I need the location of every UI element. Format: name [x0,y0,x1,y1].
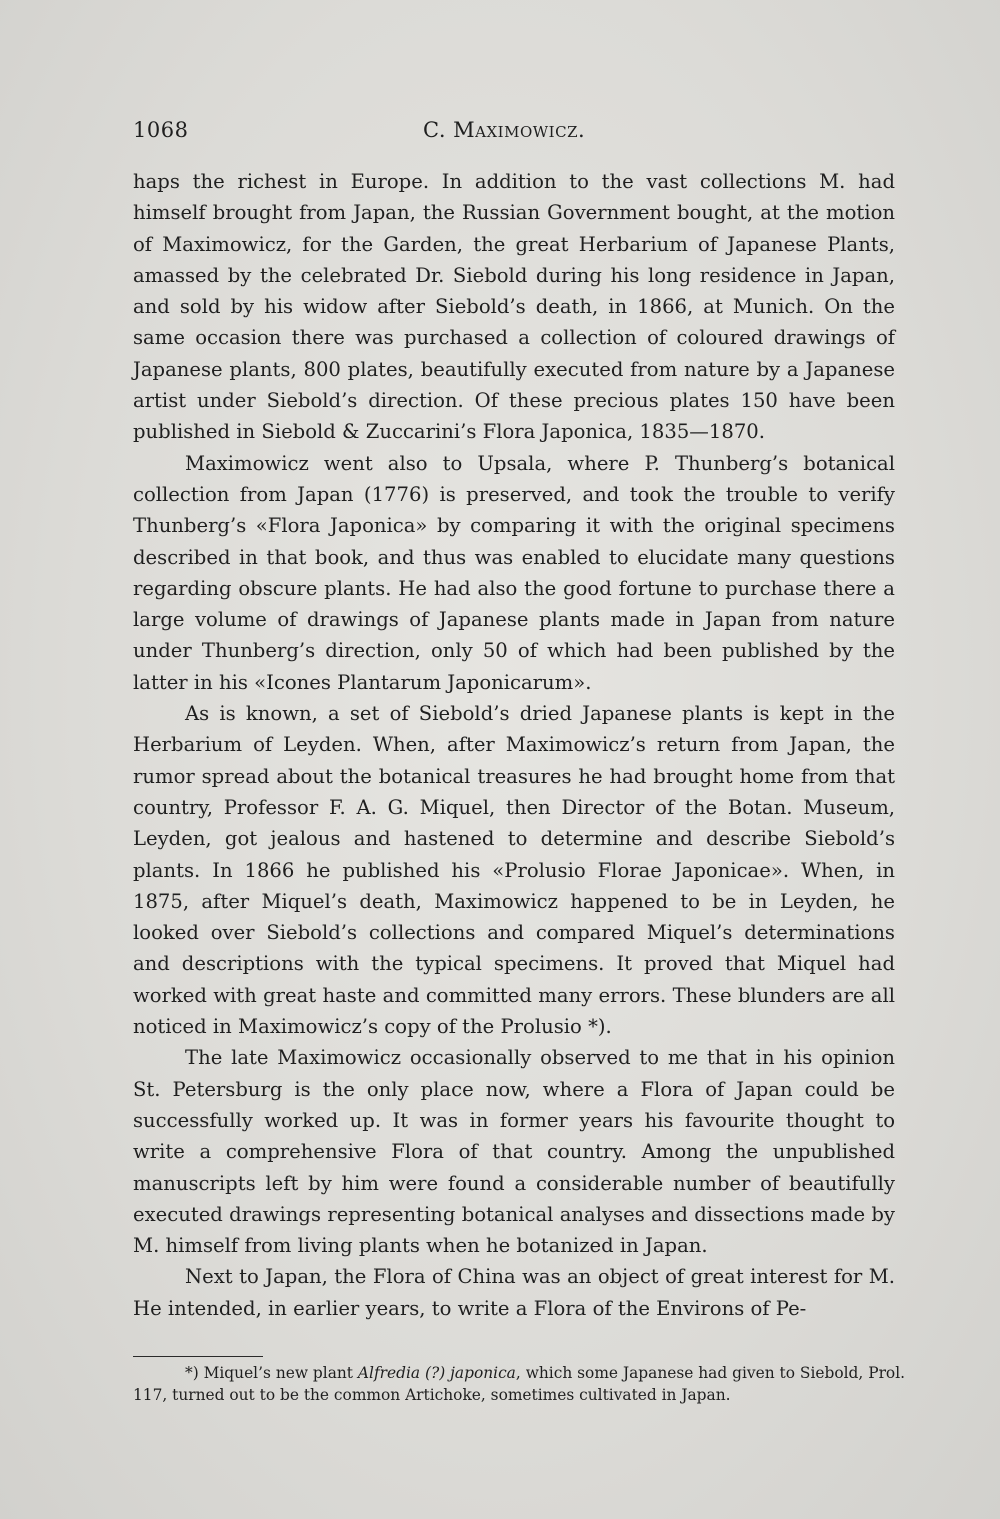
paragraph: As is known, a set of Siebold’s dried Japanese plants is kept in the Herbarium of Leyden. When, after Maximowicz’s return from Japan, the rumor spread about the botanical treasures he had brought home from that country, Professor F. A. G. Miquel, then Director of the Botan. Museum, Leyden, got jealous and hastened to determine and describe Siebold’s plants. In 1866 he published his «Prolusio Florae Japonicae». When, in 1875, after Miquel’s death, Maximowicz happened to be in Leyden, he looked over Siebold’s collections and compared Miquel’s determinations and descriptions with the typical specimens. It proved that Miquel had worked with great haste and committed many errors. These blunders are all noticed in Maximowicz’s copy of the Prolusio *). [133,702,895,1039]
paragraph: The late Maximowicz occasionally observed to me that in his opinion St. Petersburg is the only place now, where a Flora of Japan could be successfully worked up. It was in former years his favourite thought to write a comprehensive Flora of that country. Among the unpublished manuscripts left by him were found a considerable number of beautifully executed drawings representing botanical analyses and dissections made by M. himself from living plants when he botanized in Japan. [133,1046,895,1258]
footnote-divider [133,1356,263,1357]
page-number: 1068 [133,118,189,142]
paragraph: haps the richest in Europe. In addition to the vast collections M. had himself brought from Japan, the Russian Government bought, at the motion of Maximowicz, for the Garden, the great Herbarium of Japanese Plants, amassed by the celebrated Dr. Siebold during his long residence in Japan, and sold by his widow after Siebold’s death, in 1866, at Munich. On the same occasion there was purchased a collection of coloured drawings of Japanese plants, 800 plates, beautifully executed from nature by a Japanese artist under Siebold’s direction. Of these precious plates 150 have been published in Siebold & Zuccarini’s Flora Japonica, 1835—1870. [133,170,895,444]
body-text [133,166,895,1324]
footnote-plant-name: Alfredia (?) japonica [357,1364,516,1382]
running-head: C. Maximowicz. [423,118,586,142]
footnote [133,1363,905,1406]
page-header [133,118,893,148]
footnote-text-end: , which some Japanese had given to Siebold, Prol. 117, turned out to be the common Artichoke, sometimes cultivated in Japan. [133,1364,906,1404]
paragraph: Maximowicz went also to Upsala, where P. Thunberg’s botanical collection from Japan (1776) is preserved, and took the trouble to verify Thunberg’s «Flora Japonica» by comparing it with the original specimens described in that book, and thus was enabled to elucidate many questions regarding obscure plants. He had also the good fortune to purchase there a large volume of drawings of Japanese plants made in Japan from nature under Thunberg’s direction, only 50 of which had been published by the latter in his «Icones Plantarum Japonicarum». [133,451,895,694]
paragraph: Next to Japan, the Flora of China was an object of great interest for M. He intended, in earlier years, to write a Flora of the Environs of Pe- [133,1265,895,1320]
footnote-text-start: *) Miquel’s new plant [185,1364,358,1382]
